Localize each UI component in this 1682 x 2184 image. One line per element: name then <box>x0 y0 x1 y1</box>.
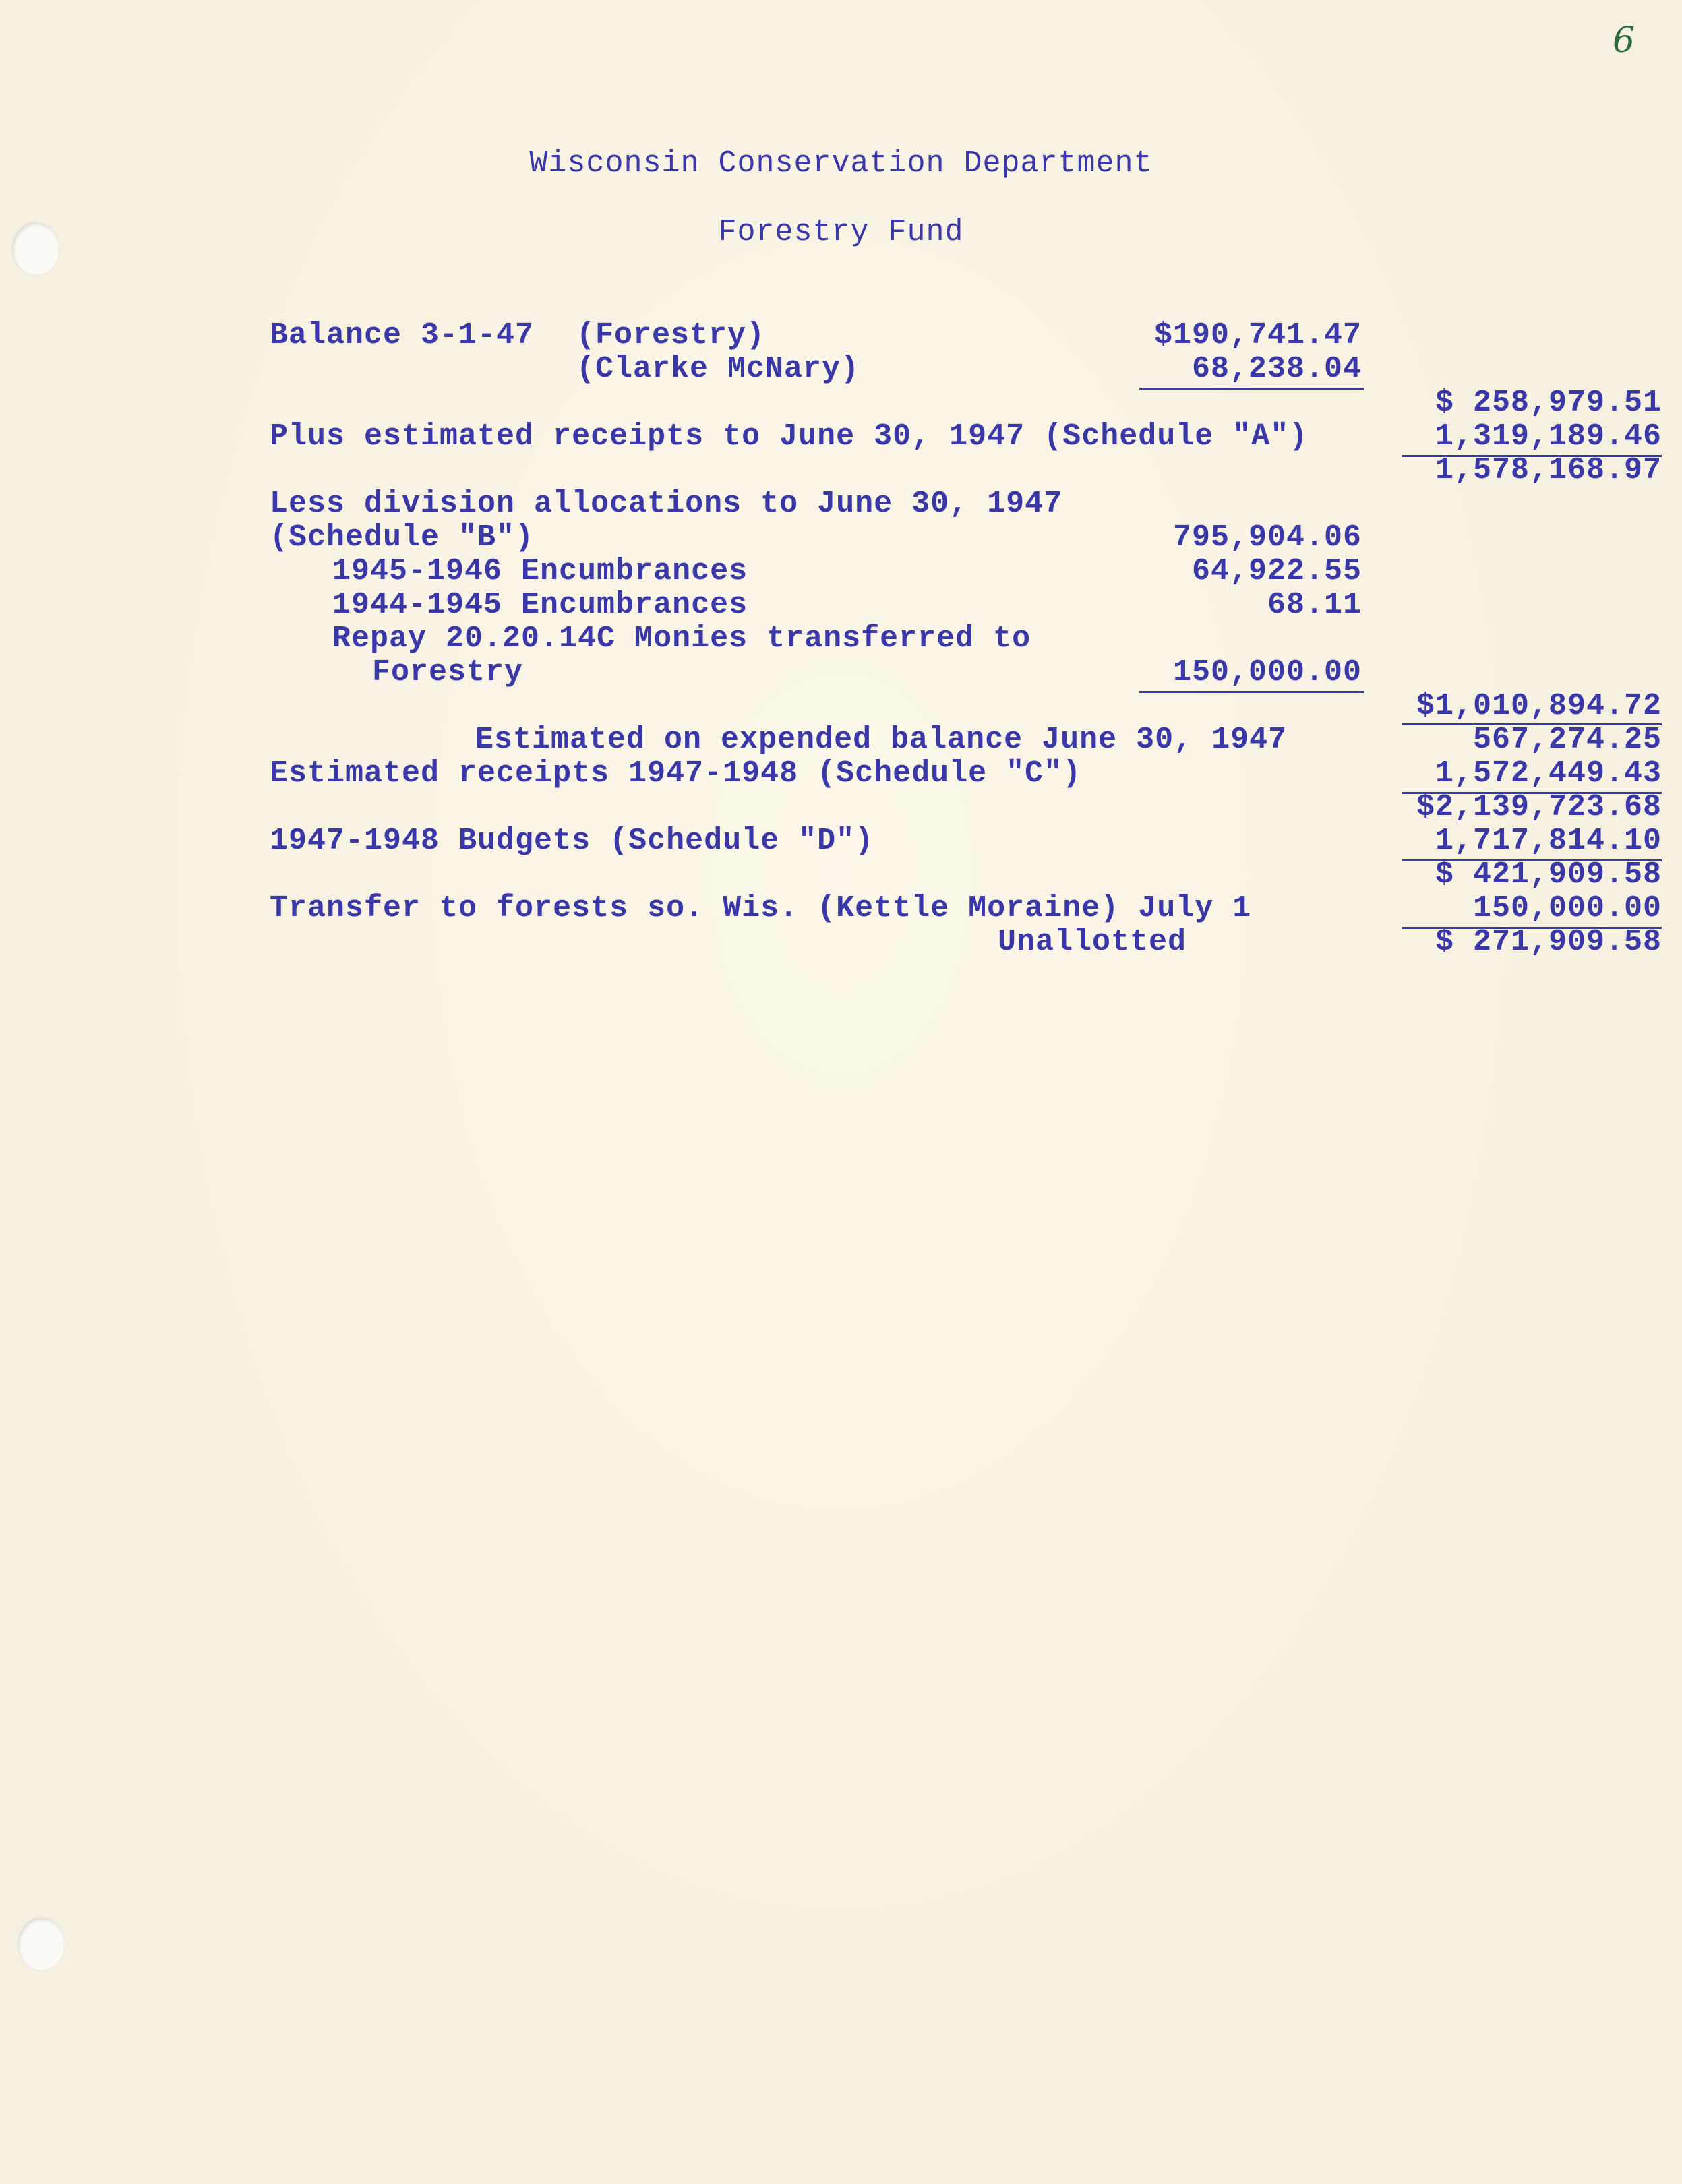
less-allocations-schedule-label: (Schedule "B") <box>270 520 535 555</box>
repay-label-continued: Forestry <box>372 655 524 690</box>
encumbrances-1944-label: 1944-1945 Encumbrances <box>332 588 748 622</box>
subtotal-1: 1,578,168.97 <box>1435 453 1662 487</box>
document-title: Wisconsin Conservation Department <box>529 146 1153 181</box>
schedule-b-amount: 795,904.06 <box>1172 520 1362 555</box>
less-total: $1,010,894.72 <box>1416 689 1662 723</box>
unexpended-balance-label: Estimated on expended balance June 30, 1947 <box>475 723 1288 757</box>
unallotted-label: Unallotted <box>998 925 1187 959</box>
repay-amount: 150,000.00 <box>1172 655 1362 690</box>
encumbrances-1944-amount: 68.11 <box>1267 588 1362 622</box>
encumbrances-1945-amount: 64,922.55 <box>1191 554 1362 588</box>
balance-forestry-amount: $190,741.47 <box>1153 318 1362 353</box>
document-subtitle: Forestry Fund <box>718 215 964 249</box>
unexpended-balance-amount: 567,274.25 <box>1472 723 1662 757</box>
balance-label: Balance 3-1-47 <box>270 318 535 353</box>
balance-underline <box>1139 388 1364 390</box>
budgets-label: 1947-1948 Budgets (Schedule "D") <box>270 824 874 858</box>
receipts-1947-1948-amount: 1,572,449.43 <box>1435 756 1662 791</box>
plus-receipts-amount: 1,319,189.46 <box>1435 419 1662 454</box>
balance-clarke-label: (Clarke McNary) <box>576 352 860 386</box>
unallotted-amount: $ 271,909.58 <box>1435 925 1662 959</box>
budgets-amount: 1,717,814.10 <box>1435 824 1662 858</box>
binder-hole-bottom <box>18 1918 65 1970</box>
remaining-balance: $ 421,909.58 <box>1435 857 1662 892</box>
transfer-amount: 150,000.00 <box>1472 891 1662 926</box>
plus-receipts-label: Plus estimated receipts to June 30, 1947 (Schedule "A") <box>270 419 1309 454</box>
encumbrances-1945-label: 1945-1946 Encumbrances <box>332 554 748 588</box>
balance-clarke-amount: 68,238.04 <box>1191 352 1362 386</box>
handwritten-page-number: 6 <box>1613 20 1635 61</box>
allocations-underline <box>1139 691 1364 693</box>
less-allocations-label: Less division allocations to June 30, 1947 <box>270 487 1063 521</box>
repay-label: Repay 20.20.14C Monies transferred to <box>332 621 1031 656</box>
subtotal-2: $2,139,723.68 <box>1416 790 1662 824</box>
balance-total: $ 258,979.51 <box>1435 386 1662 420</box>
receipts-1947-1948-label: Estimated receipts 1947-1948 (Schedule "C") <box>270 756 1082 791</box>
balance-forestry-label: (Forestry) <box>576 318 766 353</box>
transfer-label: Transfer to forests so. Wis. (Kettle Moraine) July 1 <box>270 891 1252 926</box>
